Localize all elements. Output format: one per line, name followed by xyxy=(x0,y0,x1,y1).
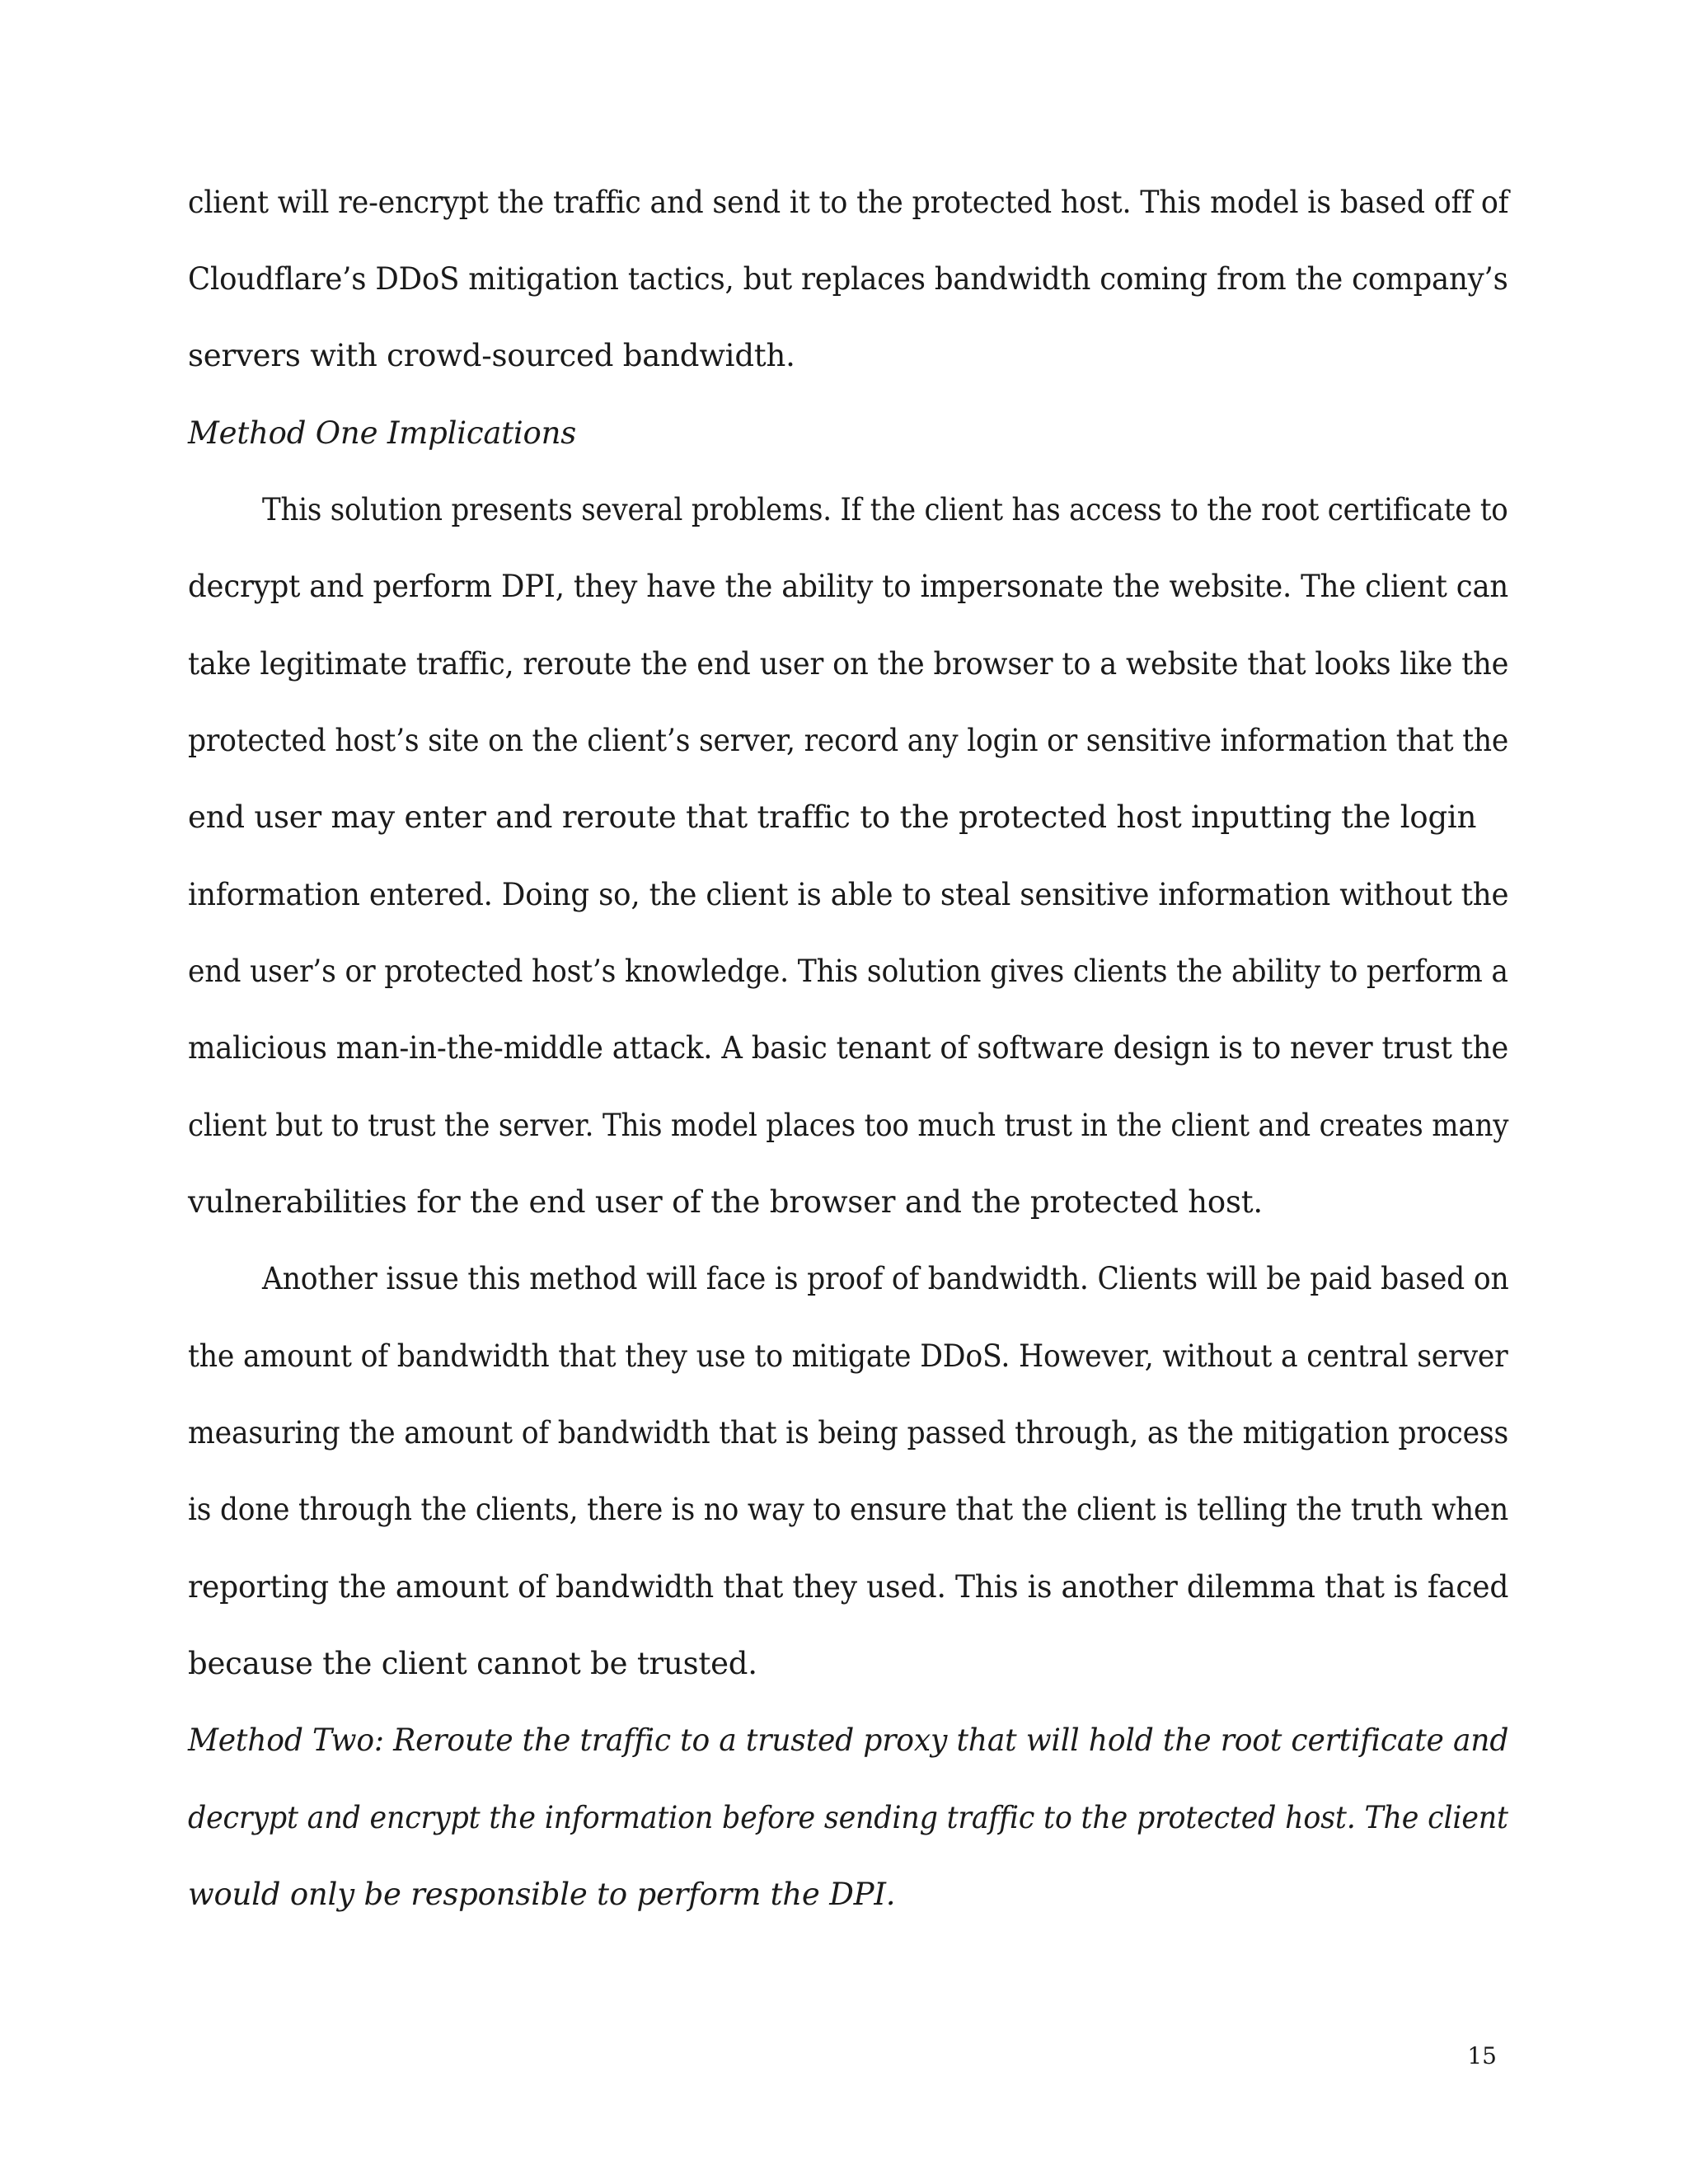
body-text-line: Cloudflare’s DDoS mitigation tactics, but replaces bandwidth coming from the company’s xyxy=(188,261,1508,297)
body-text-line: reporting the amount of bandwidth that they used. This is another dilemma that is faced xyxy=(188,1569,1509,1605)
body-text-line: is done through the clients, there is no way to ensure that the client is telling the truth when xyxy=(188,1492,1509,1527)
section-heading-method-two: Method Two: Reroute the traffic to a trusted proxy that will hold the root certificate and xyxy=(188,1722,1509,1758)
body-text-line: Another issue this method will face is proof of bandwidth. Clients will be paid based on xyxy=(262,1261,1509,1296)
body-text-line: because the client cannot be trusted. xyxy=(188,1646,757,1681)
body-text-line: take legitimate traffic, reroute the end user on the browser to a website that looks like the xyxy=(188,646,1509,682)
section-heading-method-one: Method One Implications xyxy=(188,415,577,451)
body-text-line: malicious man-in-the-middle attack. A basic tenant of software design is to never trust the xyxy=(188,1030,1509,1066)
body-text-line: servers with crowd-sourced bandwidth. xyxy=(188,338,795,373)
section-heading-method-two: would only be responsible to perform the DPI. xyxy=(188,1877,896,1912)
body-text-line: information entered. Doing so, the client is able to steal sensitive information without the xyxy=(188,877,1509,912)
body-text-line: end user’s or protected host’s knowledge. This solution gives clients the ability to perform a xyxy=(188,954,1508,989)
section-heading-method-two: decrypt and encrypt the information before sending traffic to the protected host. The client xyxy=(188,1800,1508,1835)
page-number: 15 xyxy=(1467,2042,1497,2069)
body-text-line: vulnerabilities for the end user of the browser and the protected host. xyxy=(188,1184,1263,1220)
body-text-line: This solution presents several problems. If the client has access to the root certificate to xyxy=(262,492,1508,527)
body-text-line: end user may enter and reroute that traffic to the protected host inputting the login xyxy=(188,799,1477,835)
body-text-line: client but to trust the server. This model places too much trust in the client and creates many xyxy=(188,1108,1509,1143)
body-text-line: the amount of bandwidth that they use to mitigate DDoS. However, without a central server xyxy=(188,1338,1508,1374)
body-text-line: client will re-encrypt the traffic and send it to the protected host. This model is based off of xyxy=(188,185,1509,220)
body-text-line: measuring the amount of bandwidth that is being passed through, as the mitigation process xyxy=(188,1415,1509,1451)
body-text-line: protected host’s site on the client’s server, record any login or sensitive information that the xyxy=(188,723,1509,758)
body-text-line: decrypt and perform DPI, they have the ability to impersonate the website. The client can xyxy=(188,569,1509,604)
